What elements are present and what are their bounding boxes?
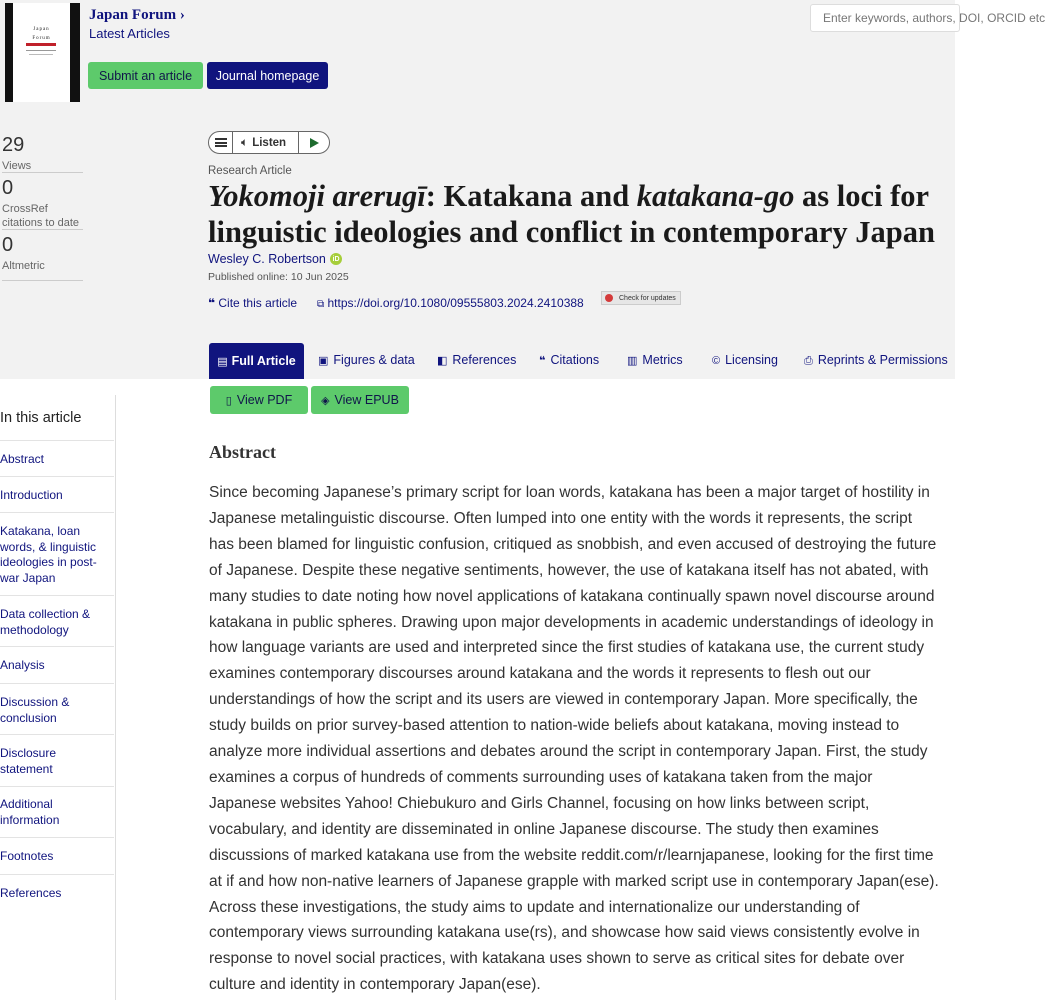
- toc-item-additional-info[interactable]: Additional information: [0, 797, 60, 827]
- submit-article-button[interactable]: Submit an article: [88, 62, 203, 89]
- pdf-file-icon: ▯: [225, 394, 232, 407]
- doi-link[interactable]: [317, 296, 584, 310]
- chevron-right-icon: ›: [179, 7, 185, 23]
- article-title: [208, 178, 953, 250]
- divider: [2, 172, 83, 173]
- article-type: Research Article: [208, 165, 292, 177]
- journal-homepage-button[interactable]: Journal homepage: [207, 62, 328, 89]
- cover-red-bar: [26, 43, 56, 46]
- crossmark-icon: [605, 294, 613, 302]
- toc-item-data-collection[interactable]: Data collection & methodology: [0, 607, 91, 637]
- listen-player[interactable]: [208, 131, 330, 154]
- title-italic: katakana-go: [636, 179, 795, 213]
- divider: [0, 646, 114, 647]
- divider: [0, 683, 114, 684]
- divider: [0, 874, 114, 875]
- tab-label: Metrics: [642, 353, 683, 367]
- book-icon: ◧: [437, 355, 448, 367]
- check-updates-label: Check for updates: [619, 294, 676, 302]
- tab-reprints-permissions[interactable]: [804, 353, 948, 368]
- tab-label: Figures & data: [333, 353, 415, 367]
- cover-rule: [26, 50, 56, 51]
- tab-label: Full Article: [231, 354, 296, 368]
- divider: [0, 837, 114, 838]
- document-icon: ▤: [217, 355, 228, 368]
- toc-heading: In this article: [0, 410, 82, 426]
- crossref-count: 0: [2, 177, 14, 199]
- abstract-heading: Abstract: [209, 442, 276, 462]
- crossref-label: CrossRef citations to date: [2, 203, 80, 229]
- doi-text: https://doi.org/10.1080/09555803.2024.2410388: [327, 296, 584, 310]
- tab-licensing[interactable]: [712, 353, 778, 367]
- title-text: : Katakana and: [425, 179, 637, 213]
- tab-label: Citations: [550, 353, 600, 367]
- image-icon: ▣: [318, 355, 329, 367]
- view-epub-button[interactable]: [311, 386, 409, 414]
- cover-title: Japan Forum: [32, 27, 51, 41]
- cite-label: Cite this article: [218, 296, 298, 310]
- view-epub-label: View EPUB: [334, 393, 399, 407]
- published-date: Published online: 10 Jun 2025: [208, 271, 349, 283]
- divider: [2, 229, 83, 230]
- title-italic: Yokomoji arerugī: [208, 179, 426, 213]
- views-label: Views: [2, 160, 32, 172]
- abstract-body: Since becoming Japanese’s primary script for loan words, katakana has been a major target of hostility in Japanese metalinguistic discourse. Often lumped into one entity with the words it represents, the script has been blamed for linguistic confusion, critiqued as snobbish, and even accused of destroying the future of Japanese. Despite these negative sentiments, however, the use of katakana itself has not abated, with many studies to date noting how novel applications of katakana continually spawn novel discourse around katakana in public spheres. Drawing upon major developments in academic understandings of ideology in how language variants are used and interpreted since the first studies of katakana use, the current study examines contemporary discourses around katakana and the words it represents to flesh out our understandings of how the script and its users are viewed in contemporary Japan. More specifically, the study builds on prior survey-based attention to nation-wide beliefs about katakana, moving instead to analyze more individual assertions and debates around the script in contemporary Japan. First, the study examines a corpus of hundreds of comments surrounding uses of katakana taken from the major Japanese websites Yahoo! Chiebukuro and Girls Channel, focusing on how links between script, vocabulary, and identity are disseminated in online Japanese discourse. The study then examines discussions of marked katakana use from the website reddit.com/r/learnjapanese, looking for the first time at if and how non-native learners of Japanese grapple with marked script use in contemporary Japan(ese). Across these investigations, the study aims to update and internationalize our understanding of contemporary views surrounding katakana use(rs), and showcase how said views consistently evolve in response to novel social practices, with katakana uses shown to serve as critical sites for debate over culture and identity in contemporary Japan(ese).: [209, 484, 939, 994]
- altmetric-label: Altmetric: [2, 260, 45, 272]
- print-icon: ⎙: [804, 355, 813, 367]
- tab-full-article[interactable]: [209, 343, 304, 379]
- toc-item-introduction[interactable]: Introduction: [0, 488, 63, 502]
- speaker-icon: 🔈︎: [241, 135, 249, 149]
- views-count: 29: [2, 134, 25, 156]
- divider: [0, 440, 114, 441]
- toc-item-abstract[interactable]: Abstract: [0, 452, 45, 466]
- orcid-icon[interactable]: iD: [330, 253, 342, 265]
- check-for-updates-button[interactable]: [601, 291, 681, 305]
- divider: [2, 280, 83, 281]
- tab-figures-data[interactable]: [318, 353, 415, 367]
- view-pdf-label: View PDF: [236, 393, 293, 407]
- listen-label[interactable]: Listen: [252, 136, 287, 149]
- toc-item-katakana[interactable]: Katakana, loan words, & linguistic ideologies in post-war Japan: [0, 524, 97, 585]
- title-text: linguistic ideologies and conflict in contemporary Japan: [208, 215, 935, 249]
- toc-item-disclosure[interactable]: Disclosure statement: [0, 746, 57, 776]
- quote-icon: ❝: [539, 355, 546, 367]
- copyright-icon: ©: [712, 355, 721, 367]
- journal-title-link[interactable]: Japan Forum ›: [89, 7, 185, 23]
- divider: [0, 734, 114, 735]
- tab-label: Licensing: [725, 353, 778, 367]
- tab-label: References: [452, 353, 517, 367]
- view-pdf-button[interactable]: [210, 386, 308, 414]
- cover-rule: [29, 54, 53, 55]
- author-link[interactable]: Wesley C. Robertson: [208, 252, 326, 266]
- menu-icon[interactable]: [209, 132, 233, 153]
- tab-label: Reprints & Permissions: [817, 353, 948, 367]
- divider: [0, 512, 114, 513]
- toc-item-footnotes[interactable]: Footnotes: [0, 849, 54, 863]
- cite-article-link[interactable]: [208, 296, 297, 310]
- toc-item-discussion[interactable]: Discussion & conclusion: [0, 695, 70, 725]
- journal-cover-image[interactable]: [5, 3, 80, 102]
- divider: [0, 786, 114, 787]
- external-link-icon: ⧉: [317, 299, 325, 310]
- play-button[interactable]: [298, 132, 329, 153]
- divider: [0, 476, 114, 477]
- divider: [0, 595, 114, 596]
- quote-icon: ❝: [208, 296, 216, 310]
- search-input[interactable]: Enter keywords, authors, DOI, ORCID etc: [810, 4, 960, 32]
- title-text: as loci for: [794, 179, 930, 213]
- tab-metrics[interactable]: [627, 353, 683, 367]
- play-icon: [310, 138, 319, 148]
- tab-citations[interactable]: [539, 353, 599, 367]
- latest-articles-link[interactable]: Latest Articles: [89, 26, 170, 41]
- tab-references[interactable]: [437, 353, 516, 367]
- epub-icon: ◈: [321, 394, 330, 407]
- altmetric-count[interactable]: 0: [2, 234, 14, 256]
- toc-item-analysis[interactable]: Analysis: [0, 658, 45, 672]
- toc-item-references[interactable]: References: [0, 886, 62, 900]
- bar-chart-icon: ▥: [627, 355, 638, 367]
